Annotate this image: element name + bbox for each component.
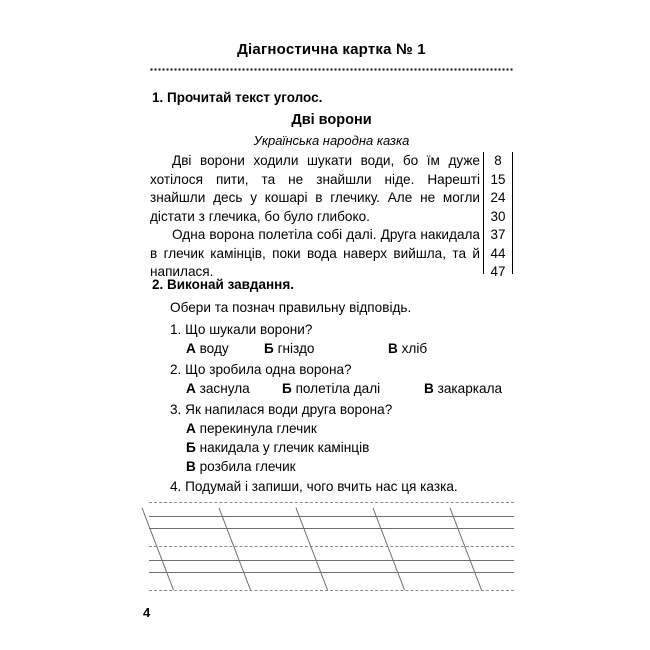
option-text: гніздо xyxy=(277,341,315,356)
question-text: Що зробила одна ворона? xyxy=(185,362,352,377)
option-q1-a[interactable] xyxy=(186,341,264,356)
option-text: полетіла далі xyxy=(295,381,381,396)
story-text-column xyxy=(150,152,480,282)
option-q2-c[interactable] xyxy=(424,381,502,396)
question-number: 3. xyxy=(170,402,182,417)
option-q2-a[interactable] xyxy=(186,381,282,396)
word-count-value: 47 xyxy=(490,264,506,279)
word-count-value: 30 xyxy=(490,208,506,224)
grid-slant-line xyxy=(372,508,404,591)
option-q3-a[interactable] xyxy=(186,421,317,436)
question-4 xyxy=(170,479,458,494)
story-title: Дві ворони xyxy=(291,112,372,128)
grid-line-dashed xyxy=(149,590,514,591)
story-paragraph-1: Дві ворони ходили шукати води, бо їм дуже хотілося пити, та не знайшли ніде. Нарешті знайшли десь у кошарі в глечику. Але не могли дістати з глечика, бо було глибоко. xyxy=(150,153,480,224)
grid-line-solid xyxy=(149,572,514,573)
option-letter: А xyxy=(186,381,196,396)
page-title: Діагностична картка № 1 xyxy=(237,41,426,58)
word-count-value: 44 xyxy=(490,245,506,261)
option-text: накидала у глечик камінців xyxy=(199,440,370,455)
question-3 xyxy=(170,402,392,417)
word-count-value: 8 xyxy=(494,153,502,168)
option-text: перекинула глечик xyxy=(199,421,317,436)
option-text: заснула xyxy=(199,381,250,396)
grid-line-solid xyxy=(149,516,514,517)
story-paragraph-2: Одна ворона полетіла собі далі. Друга накидала в глечик камінців, поки вода наверх вийшла, та й напилася. xyxy=(150,227,480,279)
header-dotted-divider xyxy=(150,68,513,71)
task-2-instruction: Обери та познач правильну відповідь. xyxy=(170,300,412,315)
word-count-value: 15 xyxy=(490,171,506,187)
option-letter: А xyxy=(186,421,196,436)
handwriting-grid[interactable] xyxy=(149,502,514,590)
option-letter: В xyxy=(424,381,434,396)
question-number: 4. xyxy=(170,479,182,494)
grid-line-dashed xyxy=(149,502,514,503)
grid-line-solid xyxy=(149,528,514,529)
grid-slant-line xyxy=(141,508,173,591)
option-letter: А xyxy=(186,341,196,356)
option-letter: В xyxy=(186,459,196,474)
option-letter: В xyxy=(388,341,398,356)
grid-line-solid xyxy=(149,560,514,561)
option-q1-b[interactable] xyxy=(264,341,388,356)
option-q3-c[interactable] xyxy=(186,459,296,474)
word-count-rule-right xyxy=(512,152,513,274)
question-1-options xyxy=(186,341,516,356)
task-1-heading: 1. Прочитай текст уголос. xyxy=(152,90,323,105)
question-2-options xyxy=(186,381,516,396)
option-letter: Б xyxy=(186,440,196,455)
option-q3-b[interactable] xyxy=(186,440,369,455)
question-number: 2. xyxy=(170,362,182,377)
question-number: 1. xyxy=(170,322,182,337)
grid-slant-line xyxy=(449,508,481,591)
grid-slant-line xyxy=(295,508,327,591)
question-text: Як напилася води друга ворона? xyxy=(185,402,393,417)
option-text: закаркала xyxy=(437,381,503,396)
question-text: Що шукали ворони? xyxy=(185,322,313,337)
grid-line-dashed xyxy=(149,546,514,547)
question-2 xyxy=(170,362,352,377)
question-1 xyxy=(170,322,312,337)
grid-slant-line xyxy=(218,508,250,591)
option-q2-b[interactable] xyxy=(282,381,424,396)
option-q1-c[interactable] xyxy=(388,341,427,356)
option-text: хліб xyxy=(401,341,428,356)
story-subtitle: Українська народна казка xyxy=(253,133,410,148)
word-count-column xyxy=(484,152,512,282)
word-count-value: 24 xyxy=(490,190,506,205)
option-text: розбила глечик xyxy=(199,459,296,474)
word-count-value: 37 xyxy=(490,227,506,242)
page-number: 4 xyxy=(143,605,151,620)
option-letter: Б xyxy=(264,341,274,356)
option-text: воду xyxy=(199,341,229,356)
question-text: Подумай і запиши, чого вчить нас ця казка. xyxy=(185,479,458,494)
option-letter: Б xyxy=(282,381,292,396)
task-2-heading: 2. Виконай завдання. xyxy=(152,277,294,292)
